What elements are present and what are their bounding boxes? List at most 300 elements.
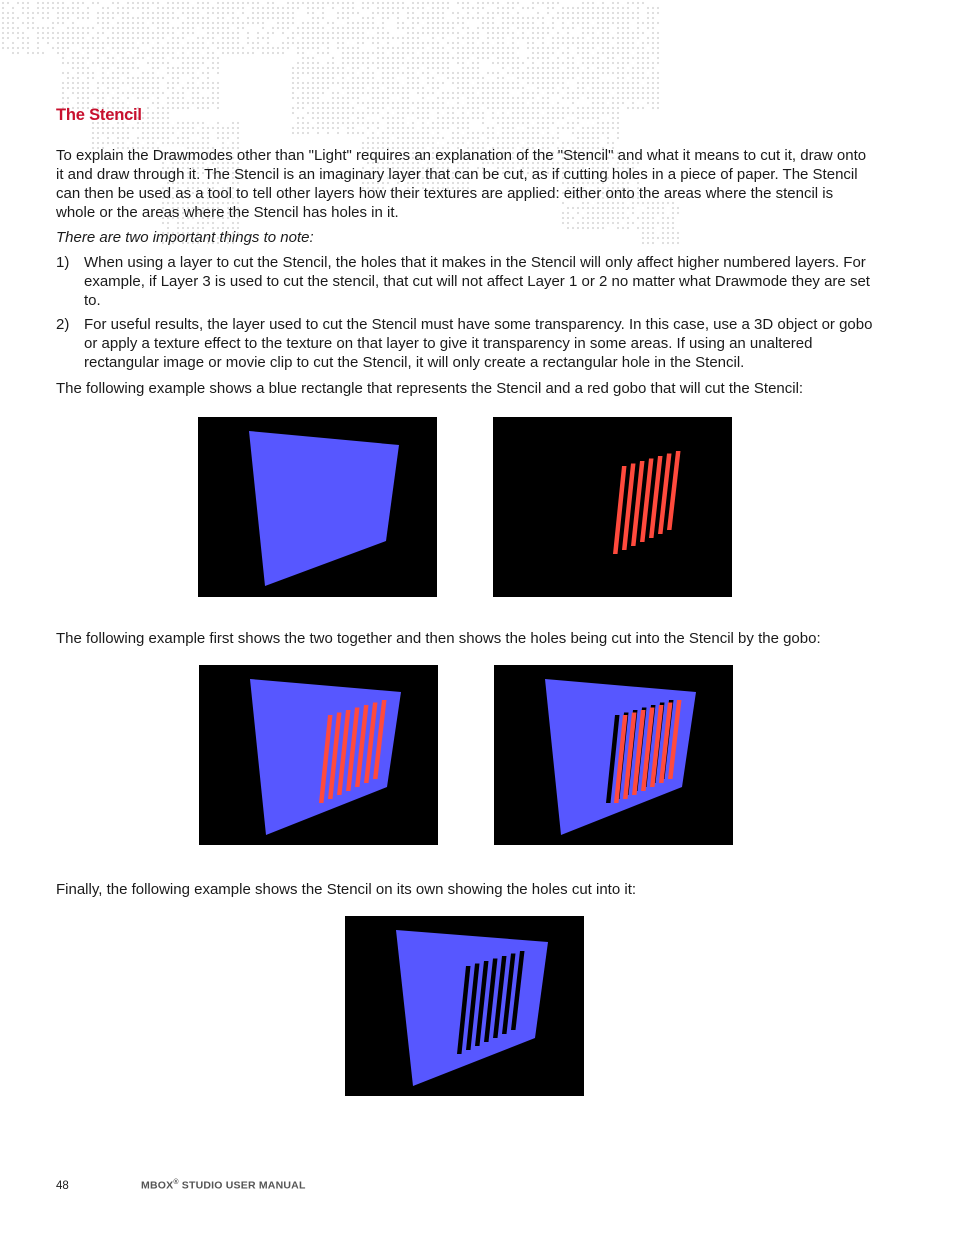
map-dot [142,77,144,79]
map-dot [392,92,394,94]
map-dot [582,82,584,84]
map-dot [107,37,109,39]
map-dot [322,92,324,94]
map-dot [657,102,659,104]
map-dot [307,12,309,14]
map-dot [82,72,84,74]
map-dot [412,37,414,39]
map-dot [432,87,434,89]
map-dot [637,72,639,74]
map-dot [622,82,624,84]
map-dot [592,97,594,99]
map-dot [237,137,239,139]
map-dot [122,12,124,14]
map-dot [117,132,119,134]
map-dot [327,62,329,64]
map-dot [597,37,599,39]
map-dot [312,107,314,109]
map-dot [427,142,429,144]
map-dot [387,17,389,19]
map-dot [32,27,34,29]
map-dot [137,142,139,144]
map-dot [332,107,334,109]
map-dot [502,37,504,39]
map-dot [137,87,139,89]
map-dot [337,47,339,49]
map-dot [532,127,534,129]
map-dot [397,62,399,64]
map-dot [657,7,659,9]
map-dot [632,92,634,94]
map-dot [317,67,319,69]
map-dot [102,102,104,104]
map-dot [572,67,574,69]
map-dot [447,72,449,74]
map-dot [362,82,364,84]
map-dot [77,7,79,9]
map-dot [447,127,449,129]
map-dot [337,12,339,14]
map-dot [247,32,249,34]
map-dot [402,22,404,24]
map-dot [557,107,559,109]
map-dot [617,2,619,4]
map-dot [132,17,134,19]
map-dot [547,77,549,79]
map-dot [357,92,359,94]
map-dot [272,7,274,9]
map-dot [607,22,609,24]
map-dot [607,222,609,224]
map-dot [87,17,89,19]
map-dot [627,222,629,224]
map-dot [592,27,594,29]
map-dot [192,77,194,79]
map-dot [467,82,469,84]
map-dot [82,37,84,39]
map-dot [147,37,149,39]
map-dot [412,72,414,74]
map-dot [87,12,89,14]
map-dot [97,142,99,144]
map-dot [532,112,534,114]
map-dot [127,57,129,59]
map-dot [167,102,169,104]
map-dot [657,37,659,39]
map-dot [602,87,604,89]
map-dot [72,67,74,69]
map-dot [172,67,174,69]
map-dot [422,17,424,19]
map-dot [612,7,614,9]
map-dot [372,62,374,64]
list-item-number: 2) [56,316,70,333]
map-dot [287,7,289,9]
map-dot [77,27,79,29]
map-dot [142,17,144,19]
map-dot [357,87,359,89]
map-dot [402,102,404,104]
map-dot [72,52,74,54]
map-dot [392,77,394,79]
map-dot [577,117,579,119]
map-dot [2,17,4,19]
map-dot [107,42,109,44]
map-dot [642,62,644,64]
map-dot [402,57,404,59]
map-dot [342,122,344,124]
map-dot [377,57,379,59]
map-dot [482,112,484,114]
map-dot [492,37,494,39]
map-dot [462,72,464,74]
map-dot [352,87,354,89]
map-dot [432,142,434,144]
map-dot [102,77,104,79]
map-dot [582,47,584,49]
map-dot [527,92,529,94]
map-dot [137,137,139,139]
map-dot [67,7,69,9]
map-dot [167,137,169,139]
map-dot [87,52,89,54]
map-dot [362,7,364,9]
map-dot [502,92,504,94]
map-dot [172,142,174,144]
map-dot [607,37,609,39]
map-dot [357,62,359,64]
map-dot [652,222,654,224]
map-dot [497,42,499,44]
map-dot [237,122,239,124]
map-dot [137,32,139,34]
map-dot [367,57,369,59]
map-dot [427,92,429,94]
map-dot [372,27,374,29]
map-dot [482,92,484,94]
map-dot [597,127,599,129]
map-dot [517,17,519,19]
map-dot [477,87,479,89]
map-dot [232,47,234,49]
map-dot [457,2,459,4]
map-dot [532,132,534,134]
map-dot [512,52,514,54]
map-dot [567,57,569,59]
map-dot [552,72,554,74]
map-dot [102,127,104,129]
map-dot [422,112,424,114]
map-dot [332,72,334,74]
map-dot [97,62,99,64]
map-dot [357,42,359,44]
map-dot [62,62,64,64]
map-dot [447,2,449,4]
map-dot [127,12,129,14]
map-dot [557,42,559,44]
map-dot [432,2,434,4]
map-dot [407,97,409,99]
map-dot [267,42,269,44]
map-dot [107,7,109,9]
map-dot [477,77,479,79]
map-dot [192,87,194,89]
map-dot [87,7,89,9]
map-dot [612,2,614,4]
map-dot [657,87,659,89]
map-dot [367,2,369,4]
map-dot [212,57,214,59]
map-dot [442,17,444,19]
map-dot [407,107,409,109]
map-dot [237,2,239,4]
map-dot [317,47,319,49]
map-dot [372,72,374,74]
map-dot [472,137,474,139]
map-dot [302,87,304,89]
map-dot [602,17,604,19]
map-dot [187,47,189,49]
map-dot [597,142,599,144]
map-dot [607,137,609,139]
map-dot [607,142,609,144]
map-dot [102,92,104,94]
map-dot [217,22,219,24]
map-dot [407,62,409,64]
map-dot [487,82,489,84]
map-dot [452,57,454,59]
map-dot [222,17,224,19]
map-dot [217,107,219,109]
map-dot [117,27,119,29]
map-dot [97,132,99,134]
map-dot [617,112,619,114]
map-dot [657,107,659,109]
map-dot [577,67,579,69]
map-dot [527,7,529,9]
map-dot [522,137,524,139]
map-dot [502,67,504,69]
map-dot [412,47,414,49]
map-dot [467,27,469,29]
map-dot [127,47,129,49]
map-dot [7,22,9,24]
map-dot [127,82,129,84]
map-dot [557,132,559,134]
map-dot [202,42,204,44]
map-dot [307,57,309,59]
map-dot [532,82,534,84]
map-dot [472,42,474,44]
map-dot [122,32,124,34]
map-dot [237,127,239,129]
map-dot [587,47,589,49]
map-dot [602,52,604,54]
map-dot [342,37,344,39]
map-dot [152,67,154,69]
map-dot [637,77,639,79]
map-dot [562,7,564,9]
map-dot [607,107,609,109]
map-dot [397,57,399,59]
map-dot [427,27,429,29]
map-dot [587,57,589,59]
map-dot [377,112,379,114]
map-dot [547,2,549,4]
map-dot [292,107,294,109]
map-dot [172,132,174,134]
map-dot [482,122,484,124]
map-dot [427,117,429,119]
map-dot [507,102,509,104]
map-dot [567,27,569,29]
map-dot [617,62,619,64]
map-dot [507,117,509,119]
map-dot [587,117,589,119]
map-dot [467,92,469,94]
map-dot [152,142,154,144]
map-dot [572,22,574,24]
map-dot [652,77,654,79]
map-dot [327,82,329,84]
map-dot [592,87,594,89]
map-dot [217,2,219,4]
map-dot [297,62,299,64]
map-dot [502,127,504,129]
map-dot [217,12,219,14]
map-dot [132,92,134,94]
map-dot [657,222,659,224]
map-dot [522,117,524,119]
map-dot [372,142,374,144]
map-dot [317,22,319,24]
map-dot [237,17,239,19]
map-dot [497,82,499,84]
map-dot [632,57,634,59]
map-dot [192,102,194,104]
map-dot [342,7,344,9]
map-dot [172,87,174,89]
map-dot [512,87,514,89]
map-dot [92,42,94,44]
map-dot [592,77,594,79]
map-dot [97,22,99,24]
map-dot [362,42,364,44]
map-dot [402,137,404,139]
map-dot [42,27,44,29]
map-dot [102,47,104,49]
map-dot [662,222,664,224]
map-dot [517,122,519,124]
map-dot [182,127,184,129]
map-dot [627,87,629,89]
map-dot [602,2,604,4]
map-dot [572,77,574,79]
map-dot [427,137,429,139]
map-dot [97,37,99,39]
map-dot [552,42,554,44]
map-dot [637,62,639,64]
map-dot [592,92,594,94]
map-dot [547,137,549,139]
map-dot [327,67,329,69]
map-dot [592,117,594,119]
map-dot [72,42,74,44]
map-dot [547,32,549,34]
map-dot [427,32,429,34]
map-dot [282,42,284,44]
map-dot [542,32,544,34]
map-dot [532,17,534,19]
map-dot [322,7,324,9]
map-dot [167,87,169,89]
map-dot [472,97,474,99]
map-dot [447,57,449,59]
map-dot [547,47,549,49]
map-dot [512,17,514,19]
map-dot [127,92,129,94]
map-dot [392,127,394,129]
map-dot [32,17,34,19]
map-dot [102,82,104,84]
map-dot [212,127,214,129]
map-dot [297,7,299,9]
map-dot [497,137,499,139]
map-dot [647,92,649,94]
map-dot [182,32,184,34]
map-dot [172,7,174,9]
map-dot [207,52,209,54]
map-dot [642,22,644,24]
map-dot [572,112,574,114]
map-dot [122,57,124,59]
map-dot [177,37,179,39]
map-dot [152,32,154,34]
map-dot [327,77,329,79]
map-dot [102,62,104,64]
map-dot [347,97,349,99]
map-dot [37,12,39,14]
map-dot [522,22,524,24]
map-dot [607,122,609,124]
map-dot [152,2,154,4]
map-dot [512,72,514,74]
map-dot [112,2,114,4]
map-dot [377,82,379,84]
map-dot [197,7,199,9]
map-dot [407,52,409,54]
map-dot [207,142,209,144]
map-dot [332,7,334,9]
list-item-text: For useful results, the layer used to cut the Stencil must have some transparency. In this case, use a 3D object or gobo or apply a texture effect to the texture on that layer to give it transparency in some areas. If using an unaltered rectangular image or movie clip to cut the Stencil, it will only create a rectangular hole in the Stencil. [84,316,873,371]
map-dot [72,37,74,39]
map-dot [217,47,219,49]
map-dot [552,87,554,89]
map-dot [167,127,169,129]
map-dot [497,12,499,14]
map-dot [12,22,14,24]
map-dot [382,102,384,104]
map-dot [492,12,494,14]
map-dot [72,92,74,94]
map-dot [72,7,74,9]
map-dot [297,82,299,84]
map-dot [267,32,269,34]
map-dot [197,22,199,24]
map-dot [597,92,599,94]
map-dot [442,92,444,94]
map-dot [422,62,424,64]
